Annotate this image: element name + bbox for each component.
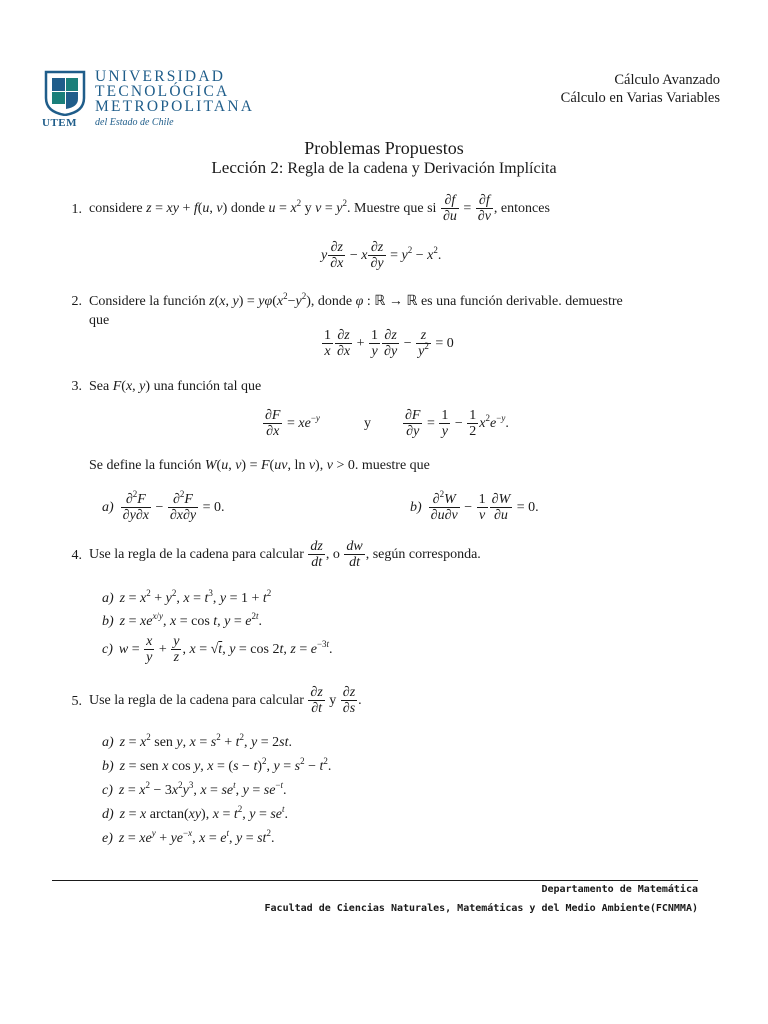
problem-5-number: 5.	[71, 694, 82, 709]
logo-line-3: METROPOLITANA	[95, 98, 255, 115]
problem-5-item-d: d) z = x arctan(xy), $x = t^2$, $y = se^t$.	[102, 804, 289, 822]
problem-2-text-c: es una función derivable. demuestre	[420, 294, 623, 309]
problem-3-text-c: Se define la función	[89, 458, 202, 473]
problem-3-item-a: a) $\frac{\partial^2F}{\partial y\partial x}$ − $\frac{\partial^2F}{\partial x\partial y}$ = 0.	[102, 489, 225, 524]
problem-2-number: 2.	[71, 294, 82, 309]
problem-3-define: Se define la función W(u, v) = F(uv, ln v), v > 0. muestre que	[89, 458, 430, 473]
problem-3-given-fy: $\frac{\partial F}{\partial y}$ = $\frac{1}{y}$ − $\frac{1}{2}$ $x^2e^{-y}$.	[405, 408, 509, 440]
course-title: Cálculo Avanzado	[614, 72, 720, 88]
footer-faculty: Facultad de Ciencias Naturales, Matemáticas y del Medio Ambiente(FCNMMA)	[264, 903, 698, 914]
problem-4-item-c: c) w = $\frac{x}{y}$ + $\frac{y}{z}$ , x = √t, y = cos 2t, $z = e^{-3t}$.	[102, 634, 333, 666]
item-label: b)	[102, 759, 114, 774]
item-label: c)	[102, 783, 113, 798]
utem-logo-icon	[44, 70, 86, 116]
problem-4-text-a: Use la regla de la cadena para calcular	[89, 547, 304, 562]
problem-4-statement: Use la regla de la cadena para calcular $\frac{dz}{dt}$ , o $\frac{dw}{dt}$ , según corresponda.	[89, 539, 481, 571]
item-label: e)	[102, 831, 113, 846]
lesson-heading	[0, 158, 768, 178]
item-label: a)	[102, 500, 114, 515]
problem-5-text-a: Use la regla de la cadena para calcular	[89, 693, 304, 708]
problem-1-text-a: considere	[89, 201, 143, 216]
lesson-label: Lección 2	[211, 158, 279, 177]
problem-5-text-b: y	[329, 693, 337, 708]
problem-1-text-c: y	[304, 201, 312, 216]
problem-3-conj: y	[364, 416, 371, 431]
item-label: b)	[410, 500, 422, 515]
problem-4-text-b: o	[332, 547, 340, 562]
item-label: a)	[102, 591, 114, 606]
problem-3-text-a: Sea	[89, 379, 110, 394]
problem-5-item-c: c) $z = x^2 - 3x^2y^3$, $x = se^t$, $y = se^{-t}$.	[102, 780, 287, 798]
course-subtitle: Cálculo en Varias Variables	[560, 90, 720, 106]
problem-2-equation: $\frac{1}{x}$ $\frac{\partial z}{\partial x}$ + $\frac{1}{y}$ $\frac{\partial z}{\partial y}$ − $\frac{z}{y^2}$ = 0	[324, 328, 454, 360]
item-label: a)	[102, 735, 114, 750]
problem-3-text-b: una función tal que	[153, 379, 262, 394]
problem-2-text-d: que	[89, 313, 110, 328]
logo-line-1: UNIVERSIDAD	[95, 68, 226, 85]
problem-2-text-a: Considere la función	[89, 294, 206, 309]
problem-1-number: 1.	[71, 202, 82, 217]
problem-1-text-b: donde	[230, 201, 266, 216]
problem-5-statement: Use la regla de la cadena para calcular $\frac{\partial z}{\partial t}$ y $\frac{\partial z}{\partial s}$ .	[89, 685, 362, 717]
problem-3-given-fx: $\frac{\partial F}{\partial x}$ = $xe^{-y}$	[265, 408, 320, 440]
problem-5-item-b: b) z = sen x cos y, $x = (s - t)^2$, $y = s^2 - t^2$.	[102, 756, 332, 774]
problem-1-text-e: entonces	[500, 201, 550, 216]
problem-2-statement: Considere la función z(x, $y) = y\varphi(x^2-y^2)$, donde φ : ℝ → ℝ es una función derivable. demuestre	[89, 291, 623, 309]
problem-3-number: 3.	[71, 379, 82, 394]
problem-3-text-d: muestre que	[361, 458, 430, 473]
footer-divider	[52, 880, 698, 881]
item-label: b)	[102, 614, 114, 629]
problem-3-statement: Sea F(x, y) una función tal que	[89, 379, 262, 394]
problem-1-statement: considere z = xy + f(u, v) donde $u = x^2$ y $v = y^2$. Muestre que si $\frac{\partial f}{\partial u}$ = $\frac{\partial f}{\partial v}$ , entonces	[89, 193, 550, 225]
problem-3-item-b: b) $\frac{\partial^2W}{\partial u\partial v}$ − $\frac{1}{v}$ $\frac{\partial W}{\partial u}$ = 0.	[410, 489, 539, 524]
problem-2-text-b: , donde	[310, 294, 353, 309]
logo-abbrev: UTEM	[42, 117, 77, 129]
problem-5-item-e: e) $z = xe^y + ye^{-x}$, $x = e^t$, $y = st^2$.	[102, 828, 275, 846]
item-label: d)	[102, 807, 114, 822]
footer-department: Departamento de Matemática	[541, 884, 698, 895]
problem-4-item-b: b) $z = xe^{x/y}$, x = cos t, $y = e^{2t}$.	[102, 611, 263, 629]
problem-1-text-d: . Muestre que si	[347, 201, 437, 216]
problem-4-item-a: a) $z = x^2 + y^2$, $x = t^3$, $y = 1 + t^2$	[102, 588, 272, 606]
problem-4-number: 4.	[71, 548, 82, 563]
logo-subtitle: del Estado de Chile	[95, 117, 174, 128]
item-label: c)	[102, 642, 113, 657]
lesson-topic: : Regla de la cadena y Derivación Implícita	[278, 160, 557, 177]
problem-4-text-c: según corresponda.	[372, 547, 481, 562]
problem-5-item-a: a) $z = x^2$ sen y, $x = s^2 + t^2$, y = 2st.	[102, 732, 292, 750]
page-title: Problemas Propuestos	[304, 138, 464, 158]
problem-1-equation: y $\frac{\partial z}{\partial x}$ − x $\frac{\partial z}{\partial y}$ = $y^2 - x^2$.	[321, 240, 442, 272]
logo-line-2: TECNOLÓGICA	[95, 83, 230, 100]
